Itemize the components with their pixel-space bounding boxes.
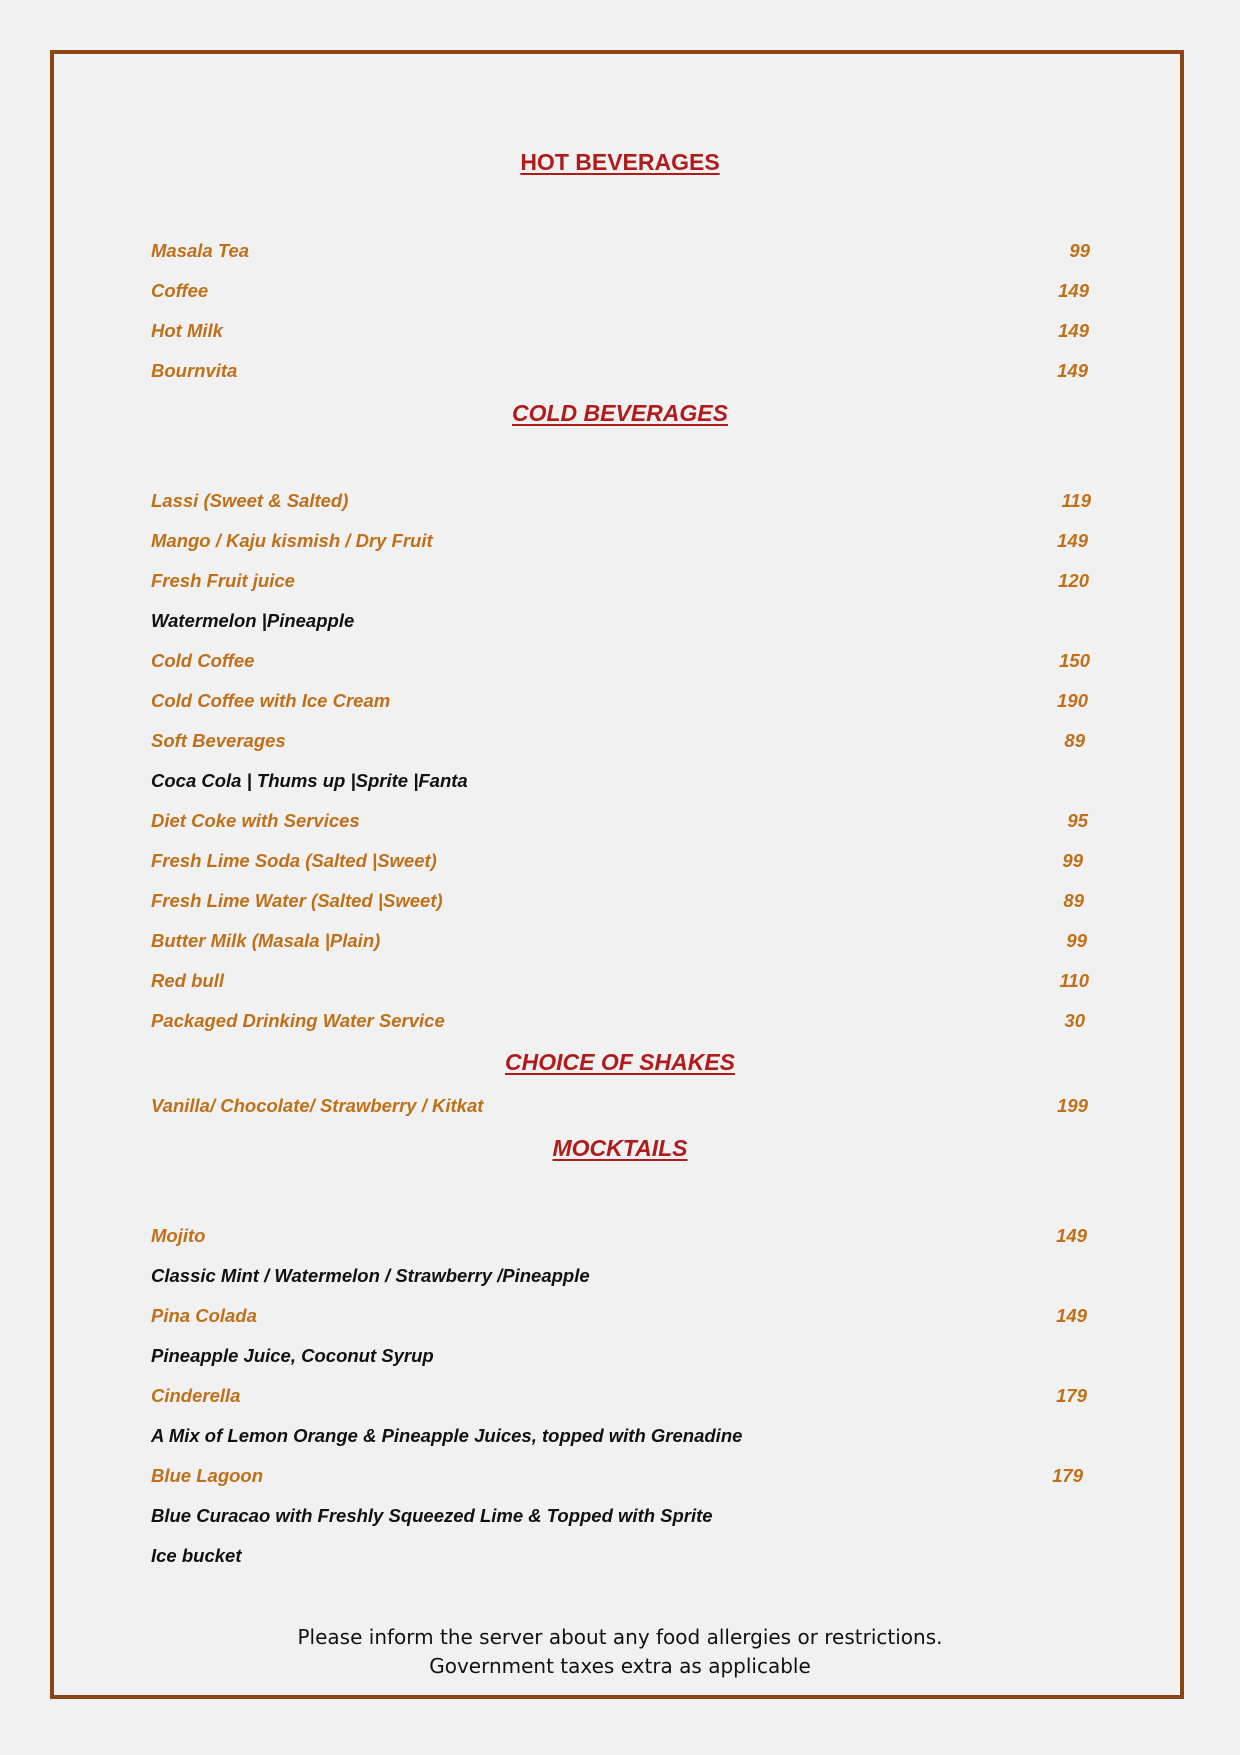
item-price: 179 bbox=[1052, 1465, 1083, 1486]
item-price: 30 bbox=[1064, 1010, 1085, 1031]
item-name: Hot Milk bbox=[151, 320, 223, 341]
item-name: Butter Milk (Masala |Plain) bbox=[151, 930, 381, 951]
item-name: Cold Coffee with Ice Cream bbox=[151, 690, 391, 711]
section-title-hot-beverages: HOT BEVERAGES bbox=[520, 149, 720, 175]
section-title-mocktails: MOCKTAILS bbox=[552, 1135, 688, 1161]
item-name: Pina Colada bbox=[151, 1305, 257, 1326]
item-price: 149 bbox=[1056, 1305, 1087, 1326]
item-price: 95 bbox=[1067, 810, 1088, 831]
item-name: Vanilla/ Chocolate/ Strawberry / Kitkat bbox=[151, 1095, 484, 1116]
item-name: Fresh Lime Soda (Salted |Sweet) bbox=[151, 850, 437, 871]
item-name: Red bull bbox=[151, 970, 224, 991]
item-name: Mango / Kaju kismish / Dry Fruit bbox=[151, 530, 433, 551]
item-price: 89 bbox=[1063, 890, 1084, 911]
item-name: Coffee bbox=[151, 280, 209, 301]
item-description: Classic Mint / Watermelon / Strawberry /Pineapple bbox=[151, 1265, 590, 1286]
item-price: 89 bbox=[1064, 730, 1085, 751]
item-price: 190 bbox=[1057, 690, 1088, 711]
item-price: 149 bbox=[1056, 1225, 1087, 1246]
item-description: Watermelon |Pineapple bbox=[151, 610, 355, 631]
footer-tax-note: Government taxes extra as applicable bbox=[429, 1654, 811, 1678]
item-description: Coca Cola | Thums up |Sprite |Fanta bbox=[151, 770, 468, 791]
item-price: 149 bbox=[1058, 280, 1089, 301]
item-name: Fresh Lime Water (Salted |Sweet) bbox=[151, 890, 443, 911]
item-price: 110 bbox=[1059, 970, 1089, 991]
item-price: 119 bbox=[1061, 490, 1091, 511]
item-name: Lassi (Sweet & Salted) bbox=[151, 490, 349, 511]
item-price: 199 bbox=[1057, 1095, 1088, 1116]
item-name: Packaged Drinking Water Service bbox=[151, 1010, 445, 1031]
item-description: Pineapple Juice, Coconut Syrup bbox=[151, 1345, 434, 1366]
item-price: 149 bbox=[1057, 530, 1088, 551]
item-description: A Mix of Lemon Orange & Pineapple Juices, topped with Grenadine bbox=[151, 1425, 743, 1446]
item-price: 149 bbox=[1057, 360, 1088, 381]
menu-border bbox=[50, 50, 1184, 1699]
item-description: Blue Curacao with Freshly Squeezed Lime & Topped with Sprite bbox=[151, 1505, 713, 1526]
item-name: Diet Coke with Services bbox=[151, 810, 360, 831]
item-price: 99 bbox=[1062, 850, 1083, 871]
section-title-cold-beverages: COLD BEVERAGES bbox=[512, 400, 728, 426]
item-name: Blue Lagoon bbox=[151, 1465, 264, 1486]
section-title-choice-of-shakes: CHOICE OF SHAKES bbox=[504, 1049, 736, 1075]
item-price: 149 bbox=[1058, 320, 1089, 341]
footer-allergy-note: Please inform the server about any food allergies or restrictions. bbox=[297, 1625, 943, 1649]
item-price: 179 bbox=[1056, 1385, 1087, 1406]
item-price: 120 bbox=[1058, 570, 1089, 591]
item-name: Mojito bbox=[151, 1225, 206, 1246]
ice-bucket-note: Ice bucket bbox=[151, 1545, 242, 1566]
item-name: Bournvita bbox=[151, 360, 238, 381]
item-name: Fresh Fruit juice bbox=[151, 570, 295, 591]
item-price: 99 bbox=[1066, 930, 1087, 951]
item-price: 99 bbox=[1069, 240, 1090, 261]
item-name: Cold Coffee bbox=[151, 650, 255, 671]
item-name: Soft Beverages bbox=[151, 730, 286, 751]
item-name: Masala Tea bbox=[151, 240, 250, 261]
item-name: Cinderella bbox=[151, 1385, 241, 1406]
item-price: 150 bbox=[1059, 650, 1090, 671]
